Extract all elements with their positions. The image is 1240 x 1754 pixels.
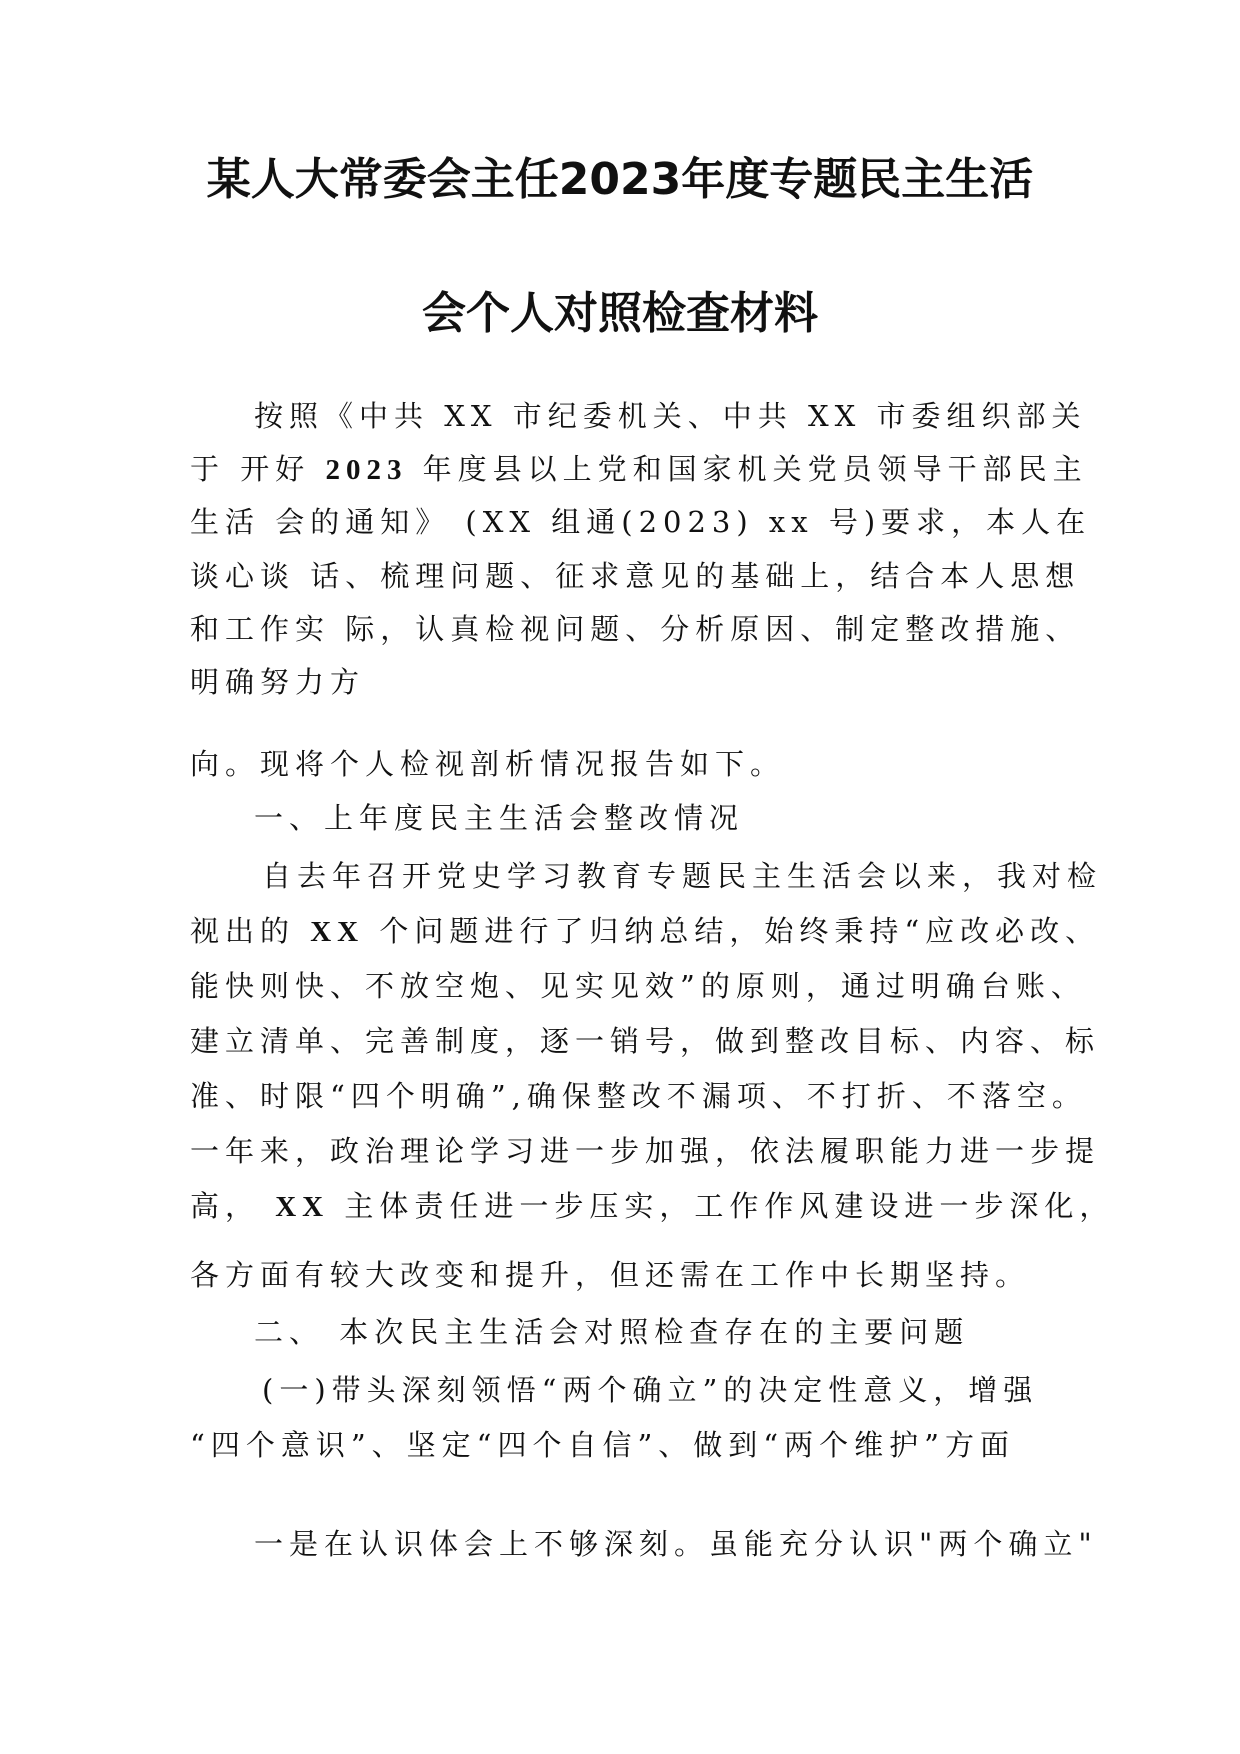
section-1-para-line-7: 高， XX 主体责任进一步压实，工作作风建设进一步深化， (190, 1189, 1115, 1223)
section-1-para-line-4: 建立清单、完善制度，逐一销号，做到整改目标、内容、标 (190, 1024, 1101, 1058)
document-title-line-2: 会个人对照检查材料 (422, 288, 818, 339)
section-1-para-line-3: 能快则快、不放空炮、见实见效”的原则，通过明确台账、 (190, 969, 1086, 1003)
document-title-line-1: 某人大常委会主任2023年度专题民主生活 (206, 154, 1034, 205)
section-2-heading: 二、 本次民主生活会对照检查存在的主要问题 (254, 1315, 970, 1349)
intro-line-4: 谈心谈 话、梳理问题、征求意见的基础上，结合本人思想 (190, 559, 1081, 593)
section-1-para-line-5: 准、时限“四个明确”,确保整改不漏项、不打折、不落空。 (190, 1079, 1087, 1113)
intro-line-2: 于 开好 2023 年度县以上党和国家机关党员领导干部民主 (190, 452, 1088, 486)
intro-line-7: 向。现将个人检视剖析情况报告如下。 (190, 747, 786, 781)
section-2-point-1: 一是在认识体会上不够深刻。虽能充分认识"两个确立" (254, 1527, 1098, 1561)
intro-line-1: 按照《中共 XX 市纪委机关、中共 XX 市委组织部关 (254, 399, 1087, 433)
section-1-heading: 一、上年度民主生活会整改情况 (254, 801, 745, 835)
section-2-subheading-line-2: “四个意识”、坚定“四个自信”、做到“两个维护”方面 (190, 1428, 1015, 1462)
intro-line-5: 和工作实 际，认真检视问题、分析原因、制定整改措施、 (190, 612, 1081, 646)
section-2-subheading-line-1: (一)带头深刻领悟“两个确立”的决定性意义，增强 (262, 1373, 1039, 1407)
section-1-para-line-1: 自去年召开党史学习教育专题民主生活会以来，我对检 (262, 859, 1103, 893)
intro-line-6: 明确努力方 (190, 665, 366, 699)
intro-line-3: 生活 会的通知》 (XX 组通(2023) xx 号)要求，本人在 (190, 505, 1092, 539)
section-1-para-line-8: 各方面有较大改变和提升，但还需在工作中长期坚持。 (190, 1258, 1031, 1292)
section-1-para-line-2: 视出的 XX 个问题进行了归纳总结，始终秉持“应改必改、 (190, 914, 1101, 948)
section-1-para-line-6: 一年来，政治理论学习进一步加强，依法履职能力进一步提 (190, 1134, 1101, 1168)
year-2023: 2023 (325, 454, 408, 486)
